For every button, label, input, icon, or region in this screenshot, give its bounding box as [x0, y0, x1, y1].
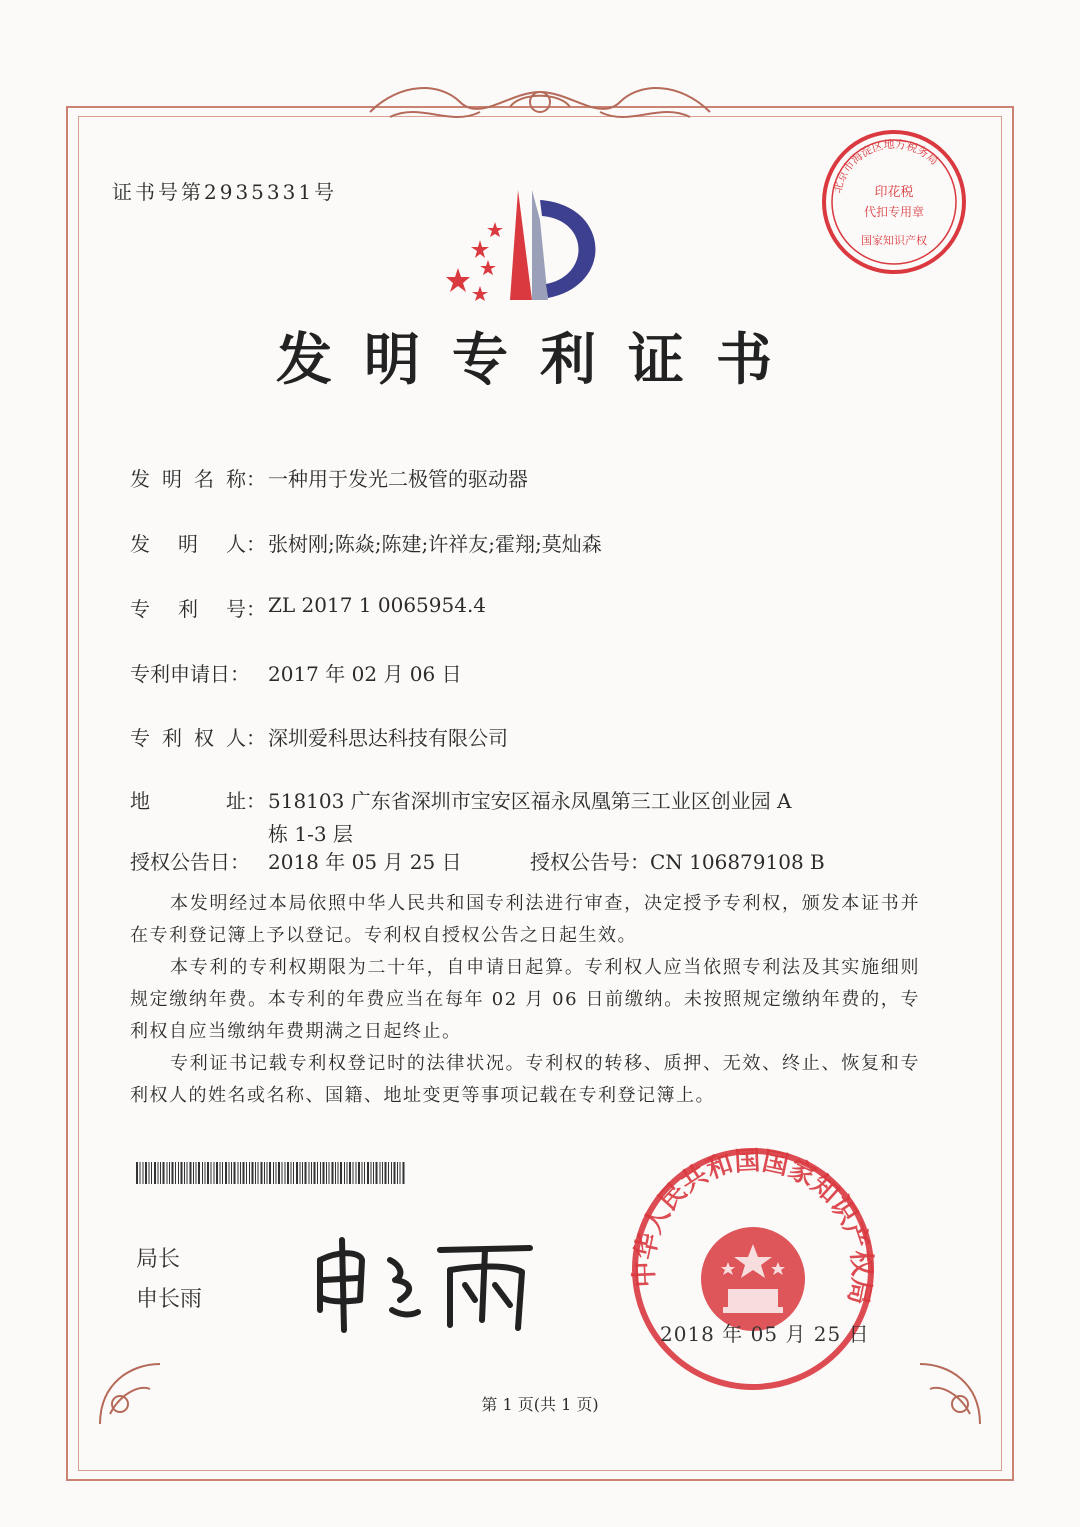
field-label: 授权公告日：: [130, 850, 250, 874]
field-label: 地 址：: [130, 789, 266, 813]
seal-text: 中华人民共和国国家知识产权局: [629, 1146, 877, 1308]
corner-ornament-bottom-right: [900, 1344, 990, 1434]
certificate-number: 证书号第2935331号: [112, 180, 338, 204]
field-value: 张树刚;陈焱;陈建;许祥友;霍翔;莫灿森: [268, 532, 602, 556]
field-value: [266, 785, 792, 847]
field-invention-name: [130, 463, 528, 492]
page-number: 第 1 页(共 1 页): [481, 1395, 599, 1414]
director-signature: [300, 1220, 540, 1340]
address-line-2: 栋 1-3 层: [268, 822, 353, 846]
field-value: ZL 2017 1 0065954.4: [268, 593, 487, 617]
barcode: [136, 1162, 408, 1184]
director-label: 局长: [136, 1247, 181, 1272]
field-grant-number: [530, 846, 825, 875]
field-value: CN 106879108 B: [650, 850, 825, 874]
field-grant-date: [130, 846, 462, 875]
field-patent-number: [130, 593, 486, 622]
field-address: [130, 785, 792, 847]
tax-stamp-seal: [818, 126, 970, 278]
document-title: 发明专利证书: [276, 328, 804, 393]
top-ornament: [360, 72, 720, 132]
corner-ornament-bottom-left: [90, 1344, 180, 1434]
paragraph-2: 本专利的专利权期限为二十年，自申请日起算。专利权人应当依照专利法及其实施细则规定缴纳年费。本专利的年费应当在每年 02 月 06 日前缴纳。未按照规定缴纳年费的，专利权自应当缴纳年费期满之日起终止。: [130, 957, 920, 1042]
field-label: 专利申请日：: [130, 662, 250, 686]
director-name: 申长雨: [136, 1287, 203, 1312]
paragraph-3: 专利证书记载专利权登记时的法律状况。专利权的转移、质押、无效、终止、恢复和专利权人的姓名或名称、国籍、地址变更等事项记载在专利登记簿上。: [130, 1053, 920, 1106]
field-value: 2018 年 05 月 25 日: [268, 850, 462, 874]
field-patentee: [130, 722, 508, 751]
field-application-date: [130, 658, 462, 687]
svg-text:国家知识产权: 国家知识产权: [861, 234, 927, 247]
field-value: 2017 年 02 月 06 日: [268, 662, 462, 686]
svg-text:北京市海淀区地方税务局: 北京市海淀区地方税务局: [830, 137, 941, 195]
field-label: 专 利 号：: [130, 597, 266, 621]
field-value: 一种用于发光二极管的驱动器: [268, 467, 528, 491]
address-line-1: 518103 广东省深圳市宝安区福永凤凰第三工业区创业园 A: [268, 789, 792, 813]
field-label: 发 明 名 称：: [130, 467, 266, 491]
paragraph-1: 本发明经过本局依照中华人民共和国专利法进行审查，决定授予专利权，颁发本证书并在专利登记簿上予以登记。专利权自授权公告之日起生效。: [130, 893, 920, 946]
field-inventors: [130, 528, 602, 557]
svg-text:代扣专用章: 代扣专用章: [863, 205, 925, 219]
field-label: 授权公告号：: [530, 850, 650, 874]
svg-text:印花税: 印花税: [874, 185, 914, 200]
patent-office-seal: [628, 1144, 878, 1394]
field-value: 深圳爱科思达科技有限公司: [268, 726, 508, 750]
seal-date: 2018 年 05 月 25 日: [660, 1322, 870, 1346]
patent-office-logo: [440, 180, 620, 310]
field-label: 发 明 人：: [130, 532, 266, 556]
field-label: 专 利 权 人：: [130, 726, 266, 750]
